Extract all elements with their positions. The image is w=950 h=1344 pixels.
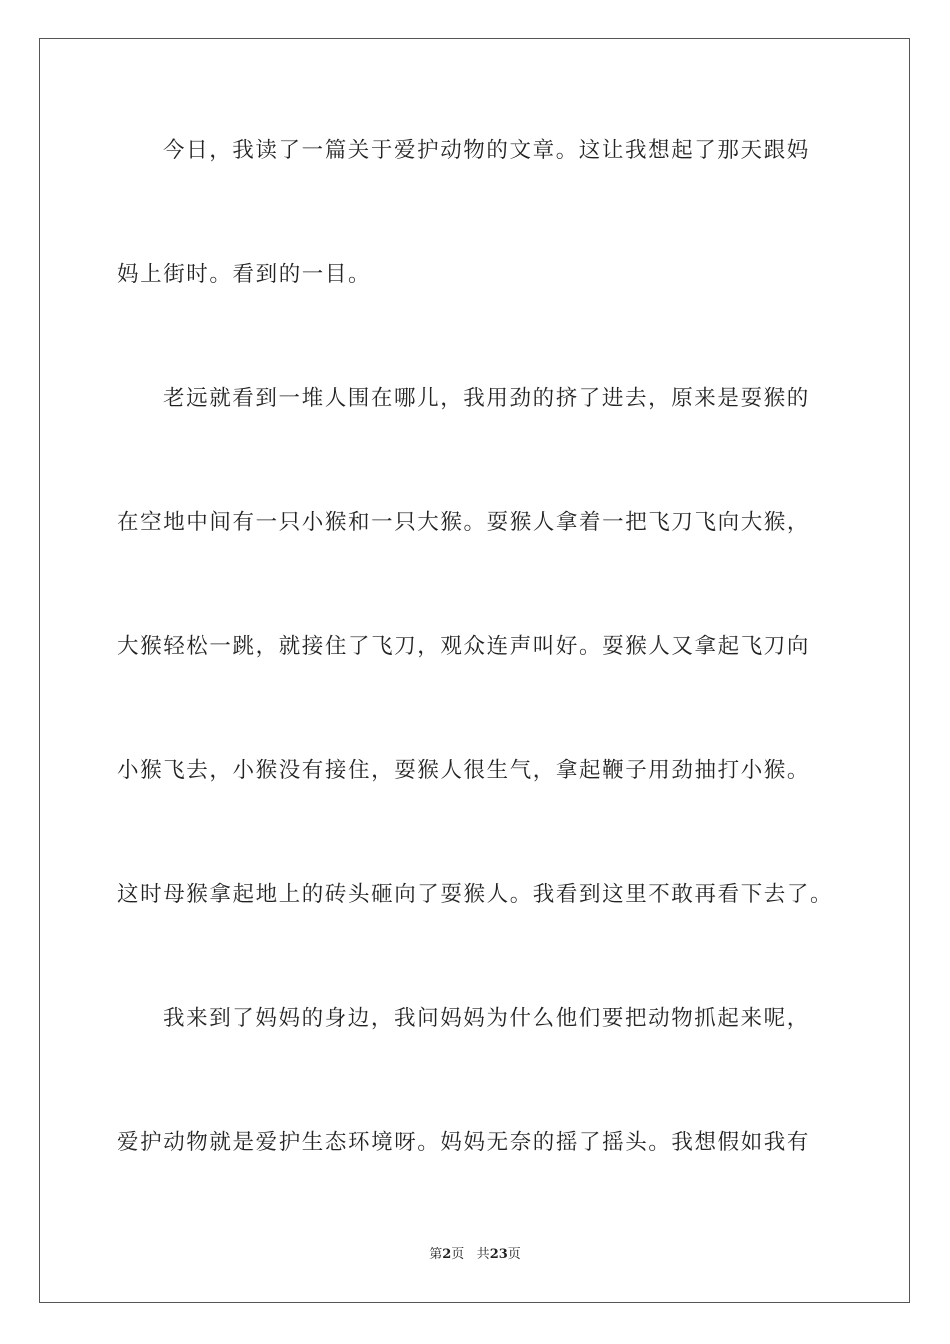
paragraph-1-line-1: 今日，我读了一篇关于爱护动物的文章。这让我想起了那天跟妈 <box>163 138 810 163</box>
paragraph-2-line-5: 这时母猴拿起地上的砖头砸向了耍猴人。我看到这里不敢再看下去了。 <box>117 882 834 907</box>
paragraph-1-line-2: 妈上街时。看到的一目。 <box>117 262 372 287</box>
paragraph-2-line-4: 小猴飞去，小猴没有接住，耍猴人很生气，拿起鞭子用劲抽打小猴。 <box>117 758 811 783</box>
total-suffix: 页 <box>507 1247 521 1262</box>
total-page-count: 23 <box>489 1247 508 1262</box>
paragraph-2-line-3: 大猴轻松一跳，就接住了飞刀，观众连声叫好。耍猴人又拿起飞刀向 <box>117 634 811 659</box>
page-number-label <box>429 1247 464 1262</box>
paragraph-3-line-1: 我来到了妈妈的身边，我问妈妈为什么他们要把动物抓起来呢， <box>163 1006 810 1031</box>
paragraph-2-line-1: 老远就看到一堆人围在哪儿，我用劲的挤了进去，原来是耍猴的 <box>163 386 810 411</box>
page-prefix: 第 <box>429 1247 443 1262</box>
page-footer <box>0 1246 950 1264</box>
total-pages-label <box>477 1247 521 1262</box>
total-prefix: 共 <box>476 1247 490 1262</box>
current-page-number: 2 <box>442 1247 452 1262</box>
paragraph-2-line-2: 在空地中间有一只小猴和一只大猴。耍猴人拿着一把飞刀飞向大猴， <box>117 510 811 535</box>
paragraph-3-line-2: 爱护动物就是爱护生态环境呀。妈妈无奈的摇了摇头。我想假如我有 <box>117 1130 811 1155</box>
page-border <box>39 38 910 1303</box>
page-suffix: 页 <box>451 1247 465 1262</box>
